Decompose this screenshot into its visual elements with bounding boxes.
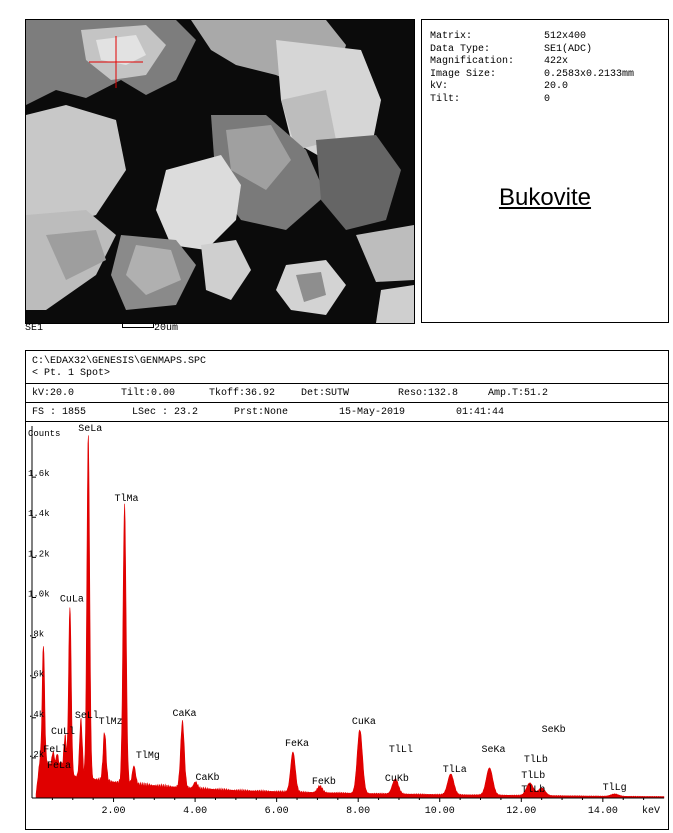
- tkoff-value: Tkoff:36.92: [209, 388, 276, 399]
- eds-spectrum-panel: [25, 350, 669, 830]
- peak-label: CaKa: [172, 708, 197, 720]
- live-seconds-value: LSec : 23.2: [132, 407, 199, 418]
- peak-label: SeLl: [74, 710, 99, 722]
- peak-label: FeKb: [311, 776, 336, 788]
- peak-label: TlLa: [442, 764, 467, 776]
- peak-label: TlLg: [602, 782, 627, 794]
- metadata-value: 422x: [544, 56, 569, 68]
- peak-label: TlLb: [521, 784, 546, 796]
- metadata-value: 0.2583x0.2133mm: [544, 68, 635, 80]
- kv-value: kV:20.0: [32, 388, 75, 399]
- y-axis-label: Counts: [28, 429, 61, 439]
- resolution-value: Reso:132.8: [398, 388, 459, 399]
- metadata-key: Tilt:: [430, 94, 461, 105]
- scale-bar-line: [122, 322, 154, 328]
- full-scale-value: FS : 1855: [32, 407, 87, 418]
- x-tick-label: 12.00: [506, 806, 537, 817]
- detector-value: Det:SUTW: [301, 388, 350, 399]
- metadata-value: 20.0: [544, 81, 569, 93]
- peak-label: FeLl: [43, 744, 68, 756]
- time-value: 01:41:44: [456, 407, 505, 418]
- spot-label: < Pt. 1 Spot>: [32, 368, 111, 379]
- x-tick-label: 6.00: [264, 806, 289, 817]
- peak-label: TlLb: [521, 770, 546, 782]
- image-metadata-panel: [421, 19, 669, 323]
- spectrum-chart: [26, 422, 668, 829]
- x-tick-label: 10.00: [424, 806, 455, 817]
- peak-label: CuLl: [51, 726, 76, 738]
- metadata-value: SE1(ADC): [544, 43, 593, 55]
- x-tick-label: 4.00: [183, 806, 208, 817]
- peak-label: TlLb: [523, 754, 548, 766]
- metadata-row: [430, 94, 551, 106]
- peak-label: FeKa: [284, 738, 309, 750]
- x-tick-label: 8.00: [346, 806, 371, 817]
- divider: [26, 402, 668, 403]
- metadata-row: [430, 43, 593, 56]
- x-tick-label: 14.00: [587, 806, 618, 817]
- peak-label: SeLa: [78, 424, 103, 436]
- metadata-key: kV:: [430, 81, 449, 93]
- peak-label: SeKa: [481, 744, 506, 756]
- peak-label: TlMg: [135, 750, 160, 762]
- peak-label: CaKb: [195, 772, 220, 784]
- y-tick-label: 1.4k: [28, 509, 50, 520]
- y-tick-label: .4k: [28, 709, 45, 720]
- y-tick-label: .2k: [28, 749, 45, 760]
- peak-label: CuKa: [351, 716, 376, 728]
- scale-bar: [122, 323, 178, 334]
- x-axis-label: keV: [641, 806, 660, 817]
- date-value: 15-May-2019: [339, 407, 406, 418]
- peak-label: SeKb: [541, 724, 566, 736]
- peak-label: CuLa: [59, 594, 84, 606]
- metadata-key: Image Size:: [430, 68, 497, 80]
- sem-image: [25, 19, 415, 324]
- tilt-value: Tilt:0.00: [121, 388, 176, 399]
- file-path: C:\EDAX32\GENESIS\GENMAPS.SPC: [32, 356, 207, 367]
- metadata-key: Magnification:: [430, 56, 515, 68]
- detector-label: SE1: [25, 323, 44, 334]
- peak-label: TlMz: [98, 716, 123, 728]
- metadata-row: [430, 81, 569, 93]
- y-tick-label: 1.6k: [28, 469, 50, 480]
- amp-time-value: Amp.T:51.2: [488, 388, 549, 399]
- metadata-row: [430, 31, 587, 43]
- metadata-value: 512x400: [544, 31, 587, 42]
- scale-bar-label: 20um: [154, 323, 179, 334]
- divider: [26, 383, 668, 384]
- metadata-key: Data Type:: [430, 43, 491, 55]
- x-tick-label: 2.00: [101, 806, 126, 817]
- metadata-row: [430, 68, 635, 81]
- sem-micrograph: [26, 20, 414, 323]
- y-tick-label: 1.0k: [28, 589, 50, 600]
- spectrum-area: [36, 435, 664, 798]
- mineral-name: Bukovite: [498, 184, 592, 211]
- peak-label: FeLa: [46, 760, 71, 772]
- y-tick-label: 1.2k: [28, 549, 50, 560]
- metadata-key: Matrix:: [430, 31, 473, 42]
- preset-value: Prst:None: [234, 407, 289, 418]
- peak-label: CuKb: [384, 773, 409, 785]
- metadata-value: 0: [544, 94, 551, 105]
- y-tick-label: .6k: [28, 669, 45, 680]
- y-tick-label: .8k: [28, 629, 45, 640]
- peak-label: TlMa: [114, 494, 139, 506]
- metadata-row: [430, 56, 569, 68]
- peak-label: TlLl: [388, 744, 413, 756]
